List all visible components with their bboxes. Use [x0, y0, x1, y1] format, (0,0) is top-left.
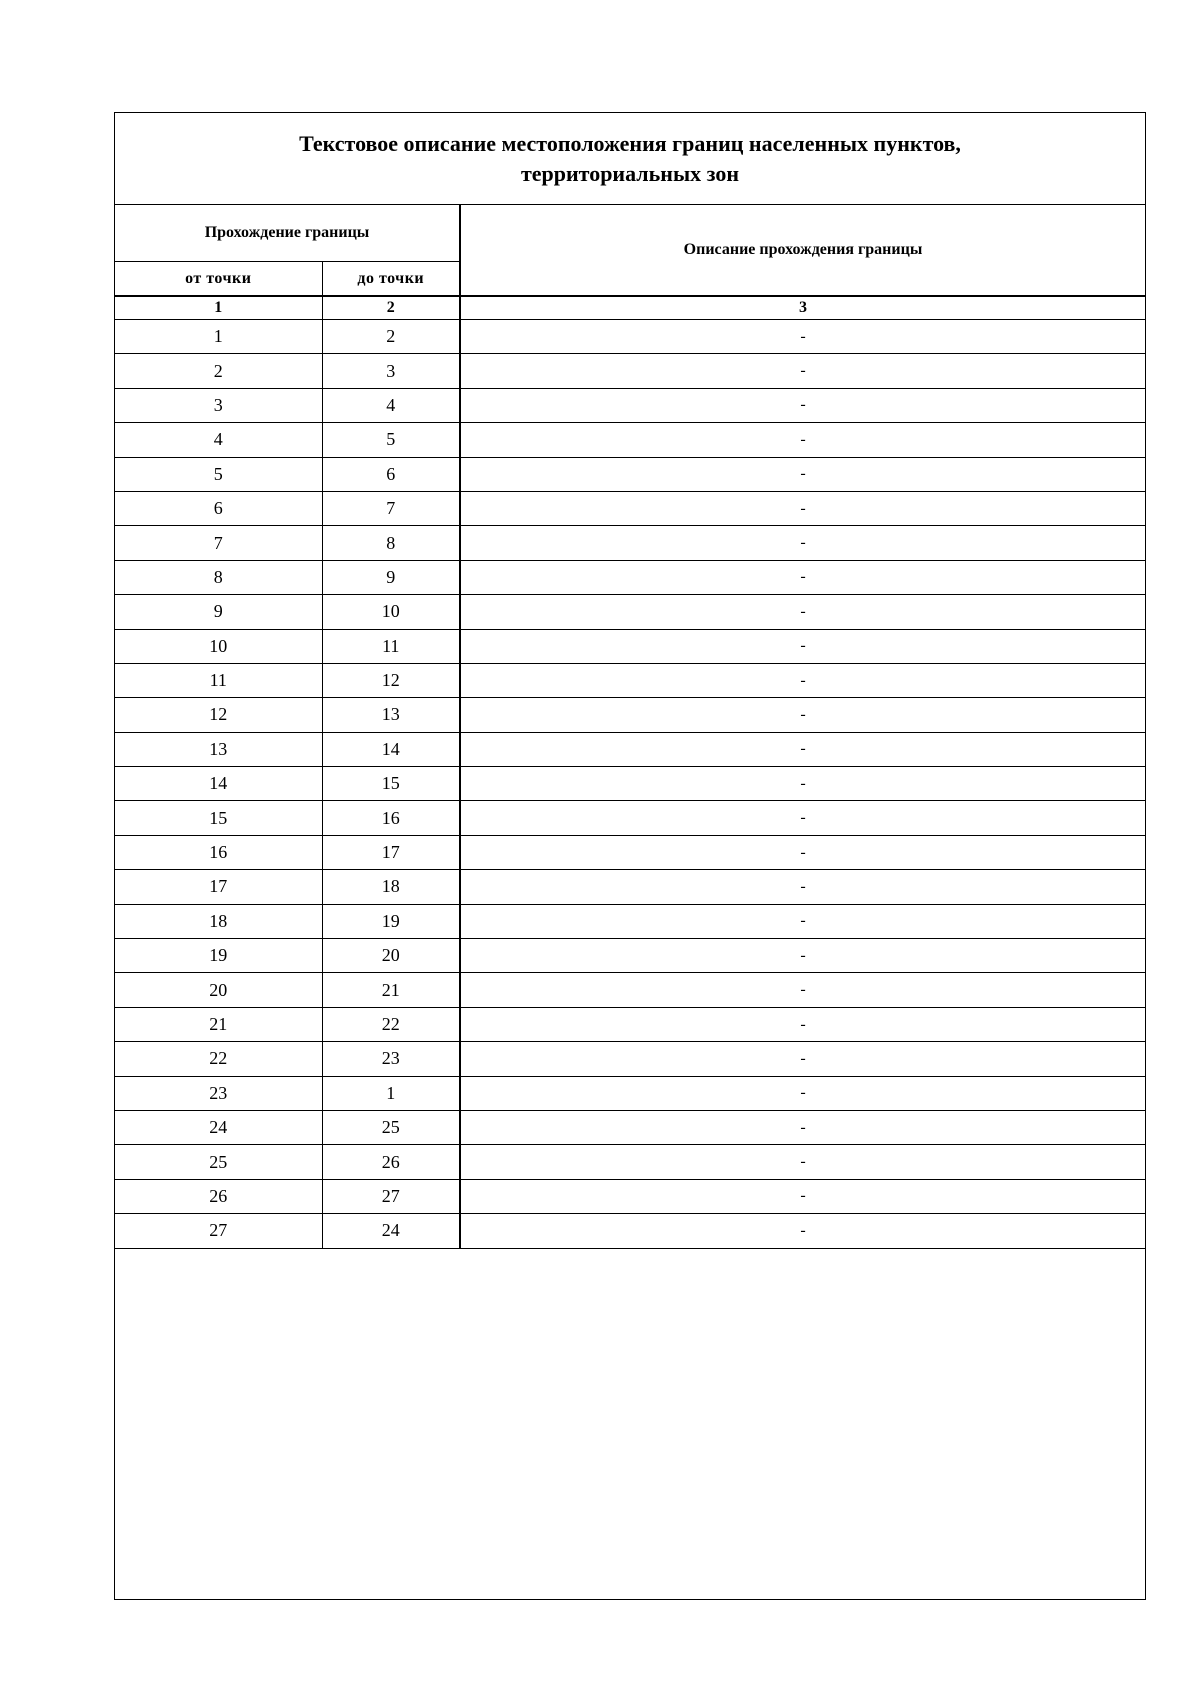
cell-to-point: 7: [322, 491, 460, 525]
cell-to-point: 17: [322, 835, 460, 869]
cell-from-point: 4: [115, 423, 322, 457]
cell-to-point: 6: [322, 457, 460, 491]
cell-from-point: 3: [115, 388, 322, 422]
cell-from-point: 15: [115, 801, 322, 835]
cell-to-point: 27: [322, 1179, 460, 1213]
table-row: [115, 560, 1145, 594]
cell-description: -: [460, 732, 1145, 766]
table-row: [115, 939, 1145, 973]
cell-description: -: [460, 354, 1145, 388]
table-row: [115, 1007, 1145, 1041]
cell-to-point: 5: [322, 423, 460, 457]
cell-to-point: 19: [322, 904, 460, 938]
cell-description: -: [460, 457, 1145, 491]
table-row: [115, 457, 1145, 491]
cell-to-point: 13: [322, 698, 460, 732]
cell-from-point: 13: [115, 732, 322, 766]
table-row: [115, 423, 1145, 457]
cell-description: -: [460, 1042, 1145, 1076]
document-title: [115, 113, 1145, 205]
cell-from-point: 14: [115, 767, 322, 801]
column-number-1: 1: [115, 296, 322, 320]
cell-from-point: 12: [115, 698, 322, 732]
table-row: [115, 354, 1145, 388]
cell-from-point: 8: [115, 560, 322, 594]
header-boundary-passage: Прохождение границы: [115, 205, 460, 262]
table-row: [115, 526, 1145, 560]
cell-description: -: [460, 767, 1145, 801]
cell-to-point: 15: [322, 767, 460, 801]
cell-to-point: 11: [322, 629, 460, 663]
title-line-2: территориальных зон: [520, 160, 740, 186]
cell-description: -: [460, 629, 1145, 663]
table-row: [115, 663, 1145, 697]
cell-from-point: 17: [115, 870, 322, 904]
cell-description: -: [460, 1076, 1145, 1110]
table-row: [115, 1110, 1145, 1144]
cell-description: -: [460, 870, 1145, 904]
cell-to-point: 14: [322, 732, 460, 766]
cell-to-point: 26: [322, 1145, 460, 1179]
column-number-2: 2: [322, 296, 460, 320]
table-row: [115, 491, 1145, 525]
table-row: [115, 1042, 1145, 1076]
cell-to-point: 9: [322, 560, 460, 594]
cell-from-point: 27: [115, 1214, 322, 1248]
cell-to-point: 23: [322, 1042, 460, 1076]
cell-description: -: [460, 491, 1145, 525]
cell-to-point: 12: [322, 663, 460, 697]
header-to-point: до точки: [322, 262, 460, 297]
cell-description: -: [460, 388, 1145, 422]
cell-description: -: [460, 1214, 1145, 1248]
table-row: [115, 595, 1145, 629]
cell-description: -: [460, 663, 1145, 697]
table-row: [115, 388, 1145, 422]
cell-from-point: 5: [115, 457, 322, 491]
cell-description: -: [460, 526, 1145, 560]
cell-from-point: 7: [115, 526, 322, 560]
table-row: [115, 1076, 1145, 1110]
header-from-point: от точки: [115, 262, 322, 297]
cell-from-point: 16: [115, 835, 322, 869]
cell-description: -: [460, 973, 1145, 1007]
cell-to-point: 16: [322, 801, 460, 835]
cell-description: -: [460, 801, 1145, 835]
cell-from-point: 22: [115, 1042, 322, 1076]
column-number-3: 3: [460, 296, 1145, 320]
table-row: [115, 1179, 1145, 1213]
cell-from-point: 10: [115, 629, 322, 663]
cell-description: -: [460, 1110, 1145, 1144]
cell-description: -: [460, 423, 1145, 457]
table-row: [115, 629, 1145, 663]
cell-description: -: [460, 904, 1145, 938]
cell-description: -: [460, 595, 1145, 629]
cell-to-point: 1: [322, 1076, 460, 1110]
cell-description: -: [460, 939, 1145, 973]
cell-description: -: [460, 835, 1145, 869]
table-row: [115, 1214, 1145, 1248]
table-row: [115, 801, 1145, 835]
cell-to-point: 21: [322, 973, 460, 1007]
boundary-table: [115, 205, 1145, 1249]
cell-from-point: 19: [115, 939, 322, 973]
cell-from-point: 20: [115, 973, 322, 1007]
cell-from-point: 9: [115, 595, 322, 629]
table-row: [115, 973, 1145, 1007]
cell-to-point: 10: [322, 595, 460, 629]
cell-from-point: 23: [115, 1076, 322, 1110]
table-row: [115, 320, 1145, 354]
cell-to-point: 20: [322, 939, 460, 973]
table-row: [115, 1145, 1145, 1179]
title-line-1: Текстовое описание местоположения границ населенных пунктов,: [299, 130, 961, 156]
cell-to-point: 24: [322, 1214, 460, 1248]
cell-description: -: [460, 560, 1145, 594]
cell-to-point: 8: [322, 526, 460, 560]
cell-from-point: 26: [115, 1179, 322, 1213]
cell-to-point: 2: [322, 320, 460, 354]
cell-to-point: 3: [322, 354, 460, 388]
cell-from-point: 24: [115, 1110, 322, 1144]
cell-description: -: [460, 1007, 1145, 1041]
cell-to-point: 25: [322, 1110, 460, 1144]
cell-from-point: 25: [115, 1145, 322, 1179]
document-frame: [114, 112, 1146, 1600]
cell-from-point: 21: [115, 1007, 322, 1041]
table-row: [115, 904, 1145, 938]
cell-from-point: 2: [115, 354, 322, 388]
cell-to-point: 4: [322, 388, 460, 422]
cell-from-point: 18: [115, 904, 322, 938]
cell-to-point: 22: [322, 1007, 460, 1041]
cell-to-point: 18: [322, 870, 460, 904]
table-row: [115, 835, 1145, 869]
table-row: [115, 698, 1145, 732]
cell-description: -: [460, 1145, 1145, 1179]
cell-description: -: [460, 320, 1145, 354]
cell-from-point: 6: [115, 491, 322, 525]
header-description: Описание прохождения границы: [683, 241, 923, 258]
cell-from-point: 1: [115, 320, 322, 354]
table-row: [115, 870, 1145, 904]
cell-description: -: [460, 698, 1145, 732]
table-row: [115, 732, 1145, 766]
cell-description: -: [460, 1179, 1145, 1213]
table-row: [115, 767, 1145, 801]
cell-from-point: 11: [115, 663, 322, 697]
table-body: [115, 320, 1145, 1249]
